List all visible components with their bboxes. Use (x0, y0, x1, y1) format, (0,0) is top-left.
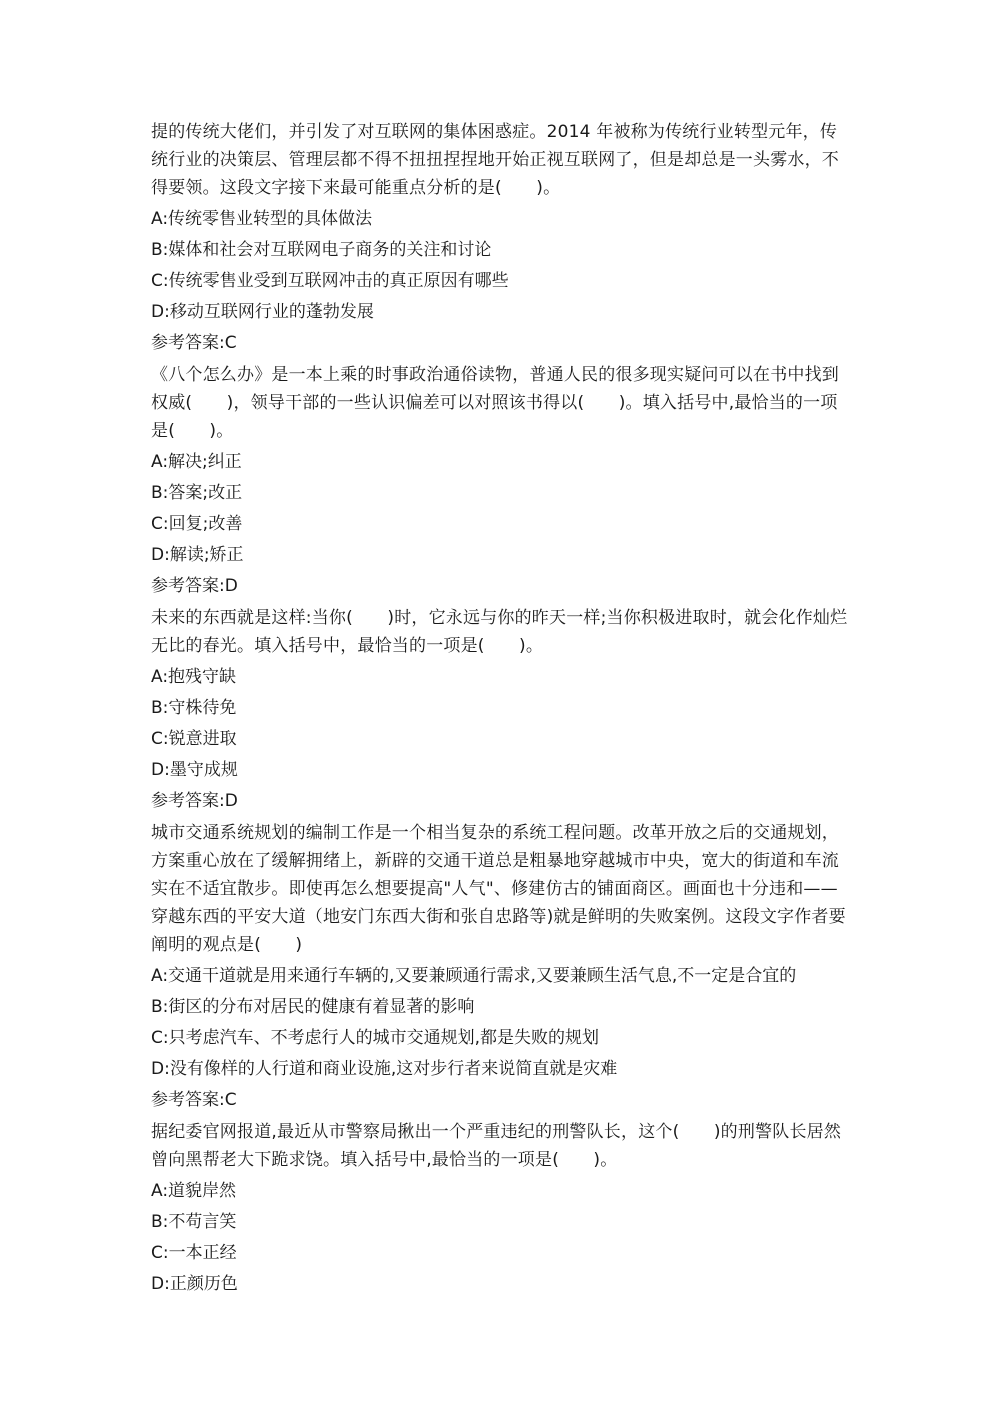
question-stem: 据纪委官网报道,最近从市警察局揪出一个严重违纪的刑警队长，这个( )的刑警队长居然曾向黑帮老大下跪求饶。填入括号中,最恰当的一项是( )。 (151, 1122, 842, 1170)
option-b: B:答案;改正 (151, 483, 243, 503)
reference-answer: 参考答案:C (151, 333, 237, 353)
question-stem: 提的传统大佬们，并引发了对互联网的集体困惑症。2014 年被称为传统行业转型元年，传统行业的决策层、管理层都不得不扭扭捏捏地开始正视互联网了，但是却总是一头雾水，不得要领。这段文字接下来最可能重点分析的是( )。 (151, 122, 839, 198)
option-c: C:只考虑汽车、不考虑行人的城市交通规划,都是失败的规划 (151, 1028, 600, 1048)
question-4 (151, 819, 851, 1118)
question-stem: 《八个怎么办》是一本上乘的时事政治通俗读物，普通人民的很多现实疑问可以在书中找到权威( )，领导干部的一些认识偏差可以对照该书得以( )。填入括号中,最恰当的一项是( )。 (151, 365, 839, 441)
reference-answer: 参考答案:C (151, 1090, 237, 1110)
option-a: A:道貌岸然 (151, 1181, 237, 1201)
option-b: B:不苟言笑 (151, 1212, 237, 1232)
option-a: A:解决;纠正 (151, 452, 242, 472)
question-2 (151, 361, 851, 604)
reference-answer: 参考答案:D (151, 576, 238, 596)
option-d: D:墨守成规 (151, 760, 238, 780)
option-c: C:锐意进取 (151, 729, 237, 749)
option-c: C:一本正经 (151, 1243, 237, 1263)
question-stem: 城市交通系统规划的编制工作是一个相当复杂的系统工程问题。改革开放之后的交通规划，方案重心放在了缓解拥绪上，新辟的交通干道总是粗暴地穿越城市中央，宽大的街道和车流实在不适宜散步。即使再怎么想要提高"人气"、修建仿古的铺面商区。画面也十分违和——穿越东西的平安大道（地安门东西大街和张自忠路等)就是鲜明的失败案例。这段文字作者要阐明的观点是( ) (151, 823, 846, 955)
option-d: D:没有像样的人行道和商业设施,这对步行者来说简直就是灾难 (151, 1059, 618, 1079)
reference-answer: 参考答案:D (151, 791, 238, 811)
option-d: D:移动互联网行业的蓬勃发展 (151, 302, 374, 322)
option-a: A:抱残守缺 (151, 667, 237, 687)
question-3 (151, 604, 851, 819)
question-5 (151, 1118, 851, 1302)
option-c: C:回复;改善 (151, 514, 243, 534)
option-a: A:传统零售业转型的具体做法 (151, 209, 373, 229)
option-a: A:交通干道就是用来通行车辆的,又要兼顾通行需求,又要兼顾生活气息,不一定是合宜的 (151, 966, 797, 986)
document-page (151, 118, 851, 1302)
option-c: C:传统零售业受到互联网冲击的真正原因有哪些 (151, 271, 509, 291)
question-stem: 未来的东西就是这样:当你( )时，它永远与你的昨天一样;当你积极进取时，就会化作灿烂无比的春光。填入括号中，最恰当的一项是( )。 (151, 608, 848, 656)
option-b: B:守株待免 (151, 698, 237, 718)
option-d: D:正颜历色 (151, 1274, 238, 1294)
option-b: B:街区的分布对居民的健康有着显著的影响 (151, 997, 475, 1017)
question-1 (151, 118, 851, 361)
option-b: B:媒体和社会对互联网电子商务的关注和讨论 (151, 240, 492, 260)
option-d: D:解读;矫正 (151, 545, 244, 565)
